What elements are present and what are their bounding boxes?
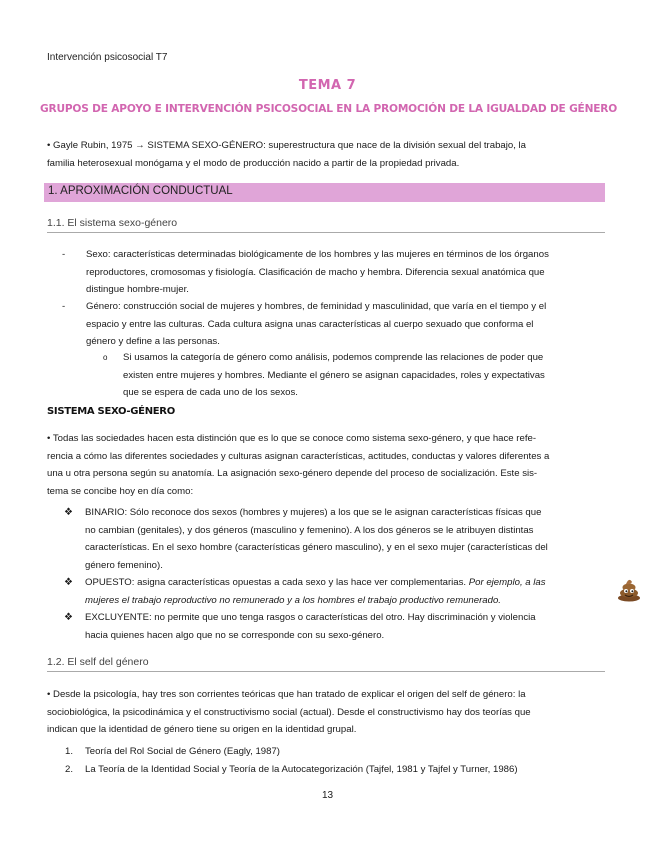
circle-marker: o: [103, 353, 108, 362]
sexo-line-3: distingue hombre-mujer.: [86, 284, 189, 295]
intro-paragraph: [47, 137, 605, 172]
chapter-number: TEMA 7: [298, 78, 357, 93]
genero-line-3: género y define a las personas.: [86, 336, 220, 347]
item-number: 1.: [65, 746, 74, 757]
sistema-paragraph: [47, 430, 605, 500]
intro-line-1: • Gayle Rubin, 1975 → SISTEMA SEXO-GÉNERO: superestructura que nace de la división sexual del trabajo, la: [47, 140, 527, 151]
item-number: 2.: [65, 764, 74, 775]
excluyente-line-1: EXCLUYENTE: no permite que uno tenga rasgos o características del otro. Hay discriminación y violencia: [85, 612, 536, 623]
diamond-marker: ❖: [64, 507, 73, 518]
genero-sub-line-1: Si usamos la categoría de género como análisis, podemos comprende las relaciones de poder que: [123, 352, 544, 363]
diamond-marker: ❖: [64, 577, 73, 588]
self-line-2: sociobiológica, la psicodinámica y el constructivismo social (actual). Desde el constructivismo hay dos teorías que: [47, 706, 531, 718]
opuesto-line-1: [85, 574, 605, 592]
binario-line-3: características. En el sexo hombre (características género masculino), y en el sexo mujer (características del: [85, 542, 548, 553]
self-line-1: • Desde la psicología, hay tres son corrientes teóricas que han tratado de explicar el origen del self de género: la: [47, 689, 526, 700]
genero-sub-line-2: existen entre mujeres y hombres. Mediante el género se asignan capacidades, roles y expectativas: [123, 369, 545, 381]
binario-line-1: BINARIO: Sólo reconoce dos sexos (hombres y mujeres) a los que se le asignan características físicas que: [85, 507, 542, 518]
chapter-title: GRUPOS DE APOYO E INTERVENCIÓN PSICOSOCIAL EN LA PROMOCIÓN DE LA IGUALDAD DE GÉNERO: [40, 103, 618, 115]
diamond-marker: ❖: [64, 612, 73, 623]
self-paragraph: [47, 686, 605, 739]
pile-of-poo-icon: [616, 576, 642, 602]
dash-marker: -: [62, 301, 66, 312]
sexo-line-1: Sexo: características determinadas biológicamente de los hombres y las mujeres en términos de los órganos: [86, 249, 549, 260]
genero-sub-line-3: que se espera de cada uno de los sexos.: [123, 387, 298, 398]
subsection-heading-1-1: 1.1. El sistema sexo-género: [47, 217, 605, 233]
self-line-3: indican que la identidad de género tiene su origen en la identidad grupal.: [47, 724, 357, 735]
sistema-line-3: una u otra persona según su anatomía. La asignación sexo-género depende del proceso de socialización. Este sis-: [47, 468, 538, 479]
item-text: Teoría del Rol Social de Género (Eagly, 1987): [85, 746, 281, 757]
section-heading: 1. APROXIMACIÓN CONDUCTUAL: [48, 185, 233, 197]
binario-line-2: no cambian (genitales), y dos géneros (masculino y femenino). A los dos géneros se le atribuyen distintas: [85, 524, 534, 536]
opuesto-line-1-italic: Por ejemplo, a las: [468, 577, 546, 588]
sistema-line-4: tema se concibe hoy en día como:: [47, 485, 194, 497]
section-heading-bar: [44, 183, 605, 202]
subsection-heading-1-2: 1.2. El self del género: [47, 656, 605, 672]
item-text: La Teoría de la Identidad Social y Teoría de la Autocategorización (Tajfel, 1981 y Tajfel y Turner, 1986): [85, 764, 518, 775]
genero-line-1: Género: construcción social de mujeres y hombres, de feminidad y masculinidad, que varía en el tiempo y el: [86, 301, 547, 312]
intro-line-2: familia heterosexual monógama y el modo de producción nacido a partir de la propiedad privada.: [47, 157, 460, 169]
dash-marker: -: [62, 249, 66, 260]
sistema-line-1: • Todas las sociedades hacen esta distinción que es lo que se conoce como sistema sexo-género, y que hace refe-: [47, 433, 537, 444]
page-number: 13: [321, 790, 334, 801]
excluyente-line-2: hacia quienes hacen algo que no se corresponde con su sexo-género.: [85, 629, 385, 641]
sistema-line-2: rencia a cómo las diferentes sociedades y culturas asignan características, actitudes, conductas y valores diferentes a: [47, 450, 550, 462]
opuesto-line-1-normal: OPUESTO: asigna características opuestas a cada sexo y las hace ver complementarias.: [85, 577, 469, 588]
genero-line-2: espacio y entre las culturas. Cada cultura asigna unas características al cuerpo sexuado que conforma el: [86, 318, 534, 330]
sistema-sexo-genero-heading: SISTEMA SEXO-GÉNERO: [47, 406, 175, 417]
binario-line-4: género femenino).: [85, 559, 163, 571]
page-header: Intervención psicosocial T7: [47, 52, 168, 63]
opuesto-line-2-italic: mujeres el trabajo reproductivo no remunerado y a los hombres el trabajo productivo remunerado.: [85, 594, 501, 606]
sexo-line-2: reproductores, cromosomas y fisiología. Clasificación de macho y hembra. Diferencia sexual anatómica que: [86, 266, 545, 278]
